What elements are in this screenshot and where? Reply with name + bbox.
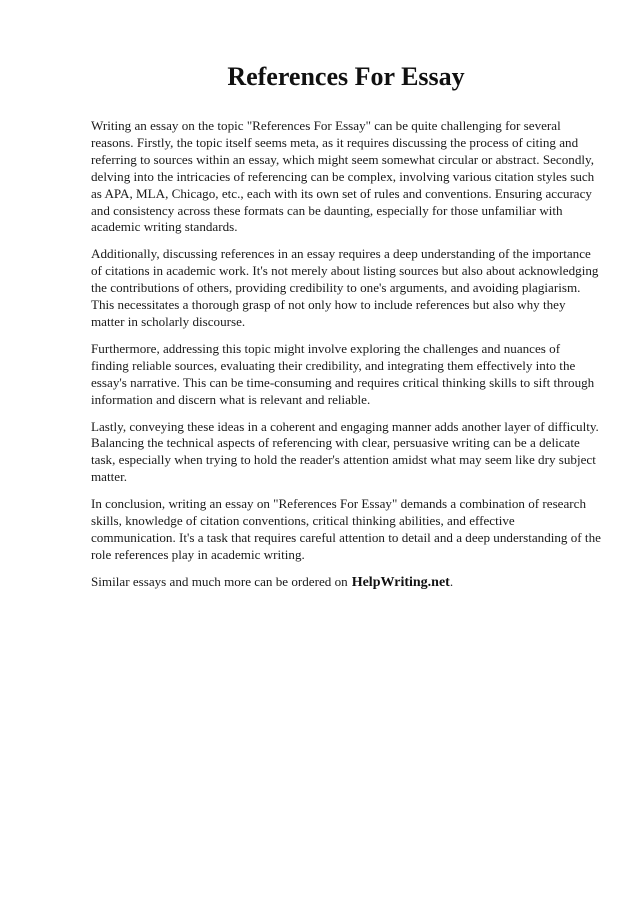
closing-period: . [449,573,454,589]
document-title: References For Essay [227,62,465,91]
paragraph-5: In conclusion, writing an essay on "References For Essay" demands a combination of research skills, knowledge of citation conventions, critical thinking abilities, and effective communication. It's a task that requires careful attention to detail and a deep understanding of the role references play in academic writing. [91,496,601,562]
closing-text: Similar essays and much more can be ordered on [91,573,348,589]
paragraph-1: Writing an essay on the topic "References For Essay" can be quite challenging for several reasons. Firstly, the topic itself seems meta, as it requires discussing the process of citing and referring to sources within an essay, which might seem somewhat circular or abstract. Secondly, delving into the intricacies of referencing can be complex, involving various citation styles such as APA, MLA, Chicago, etc., each with its own set of rules and conventions. Ensuring accuracy and consistency across these formats can be daunting, especially for those unfamiliar with academic writing standards. [91,118,595,235]
paragraph-3: Furthermore, addressing this topic might involve exploring the challenges and nuances of finding reliable sources, evaluating their credibility, and integrating them effectively into the essay's narrative. This can be time-consuming and requires critical thinking skills to sift through information and discern what is relevant and reliable. [91,340,595,407]
document-page [91,0,601,592]
closing-line [91,574,601,592]
helpwriting-link[interactable]: HelpWriting.net [351,574,450,590]
paragraph-4: Lastly, conveying these ideas in a coherent and engaging manner adds another layer of difficulty. Balancing the technical aspects of referencing with clear, persuasive writing can be a delicate task, especially when trying to hold the reader's attention amidst what may seem like dry subject matter. [91,418,599,485]
paragraph-2: Additionally, discussing references in an essay requires a deep understanding of the importance of citations in academic work. It's not merely about listing sources but also about acknowledging the contributions of others, providing credibility to one's arguments, and avoiding plagiarism. This necessitates a thorough grasp of not only how to include references but also why they matter in scholarly discourse. [91,246,599,329]
